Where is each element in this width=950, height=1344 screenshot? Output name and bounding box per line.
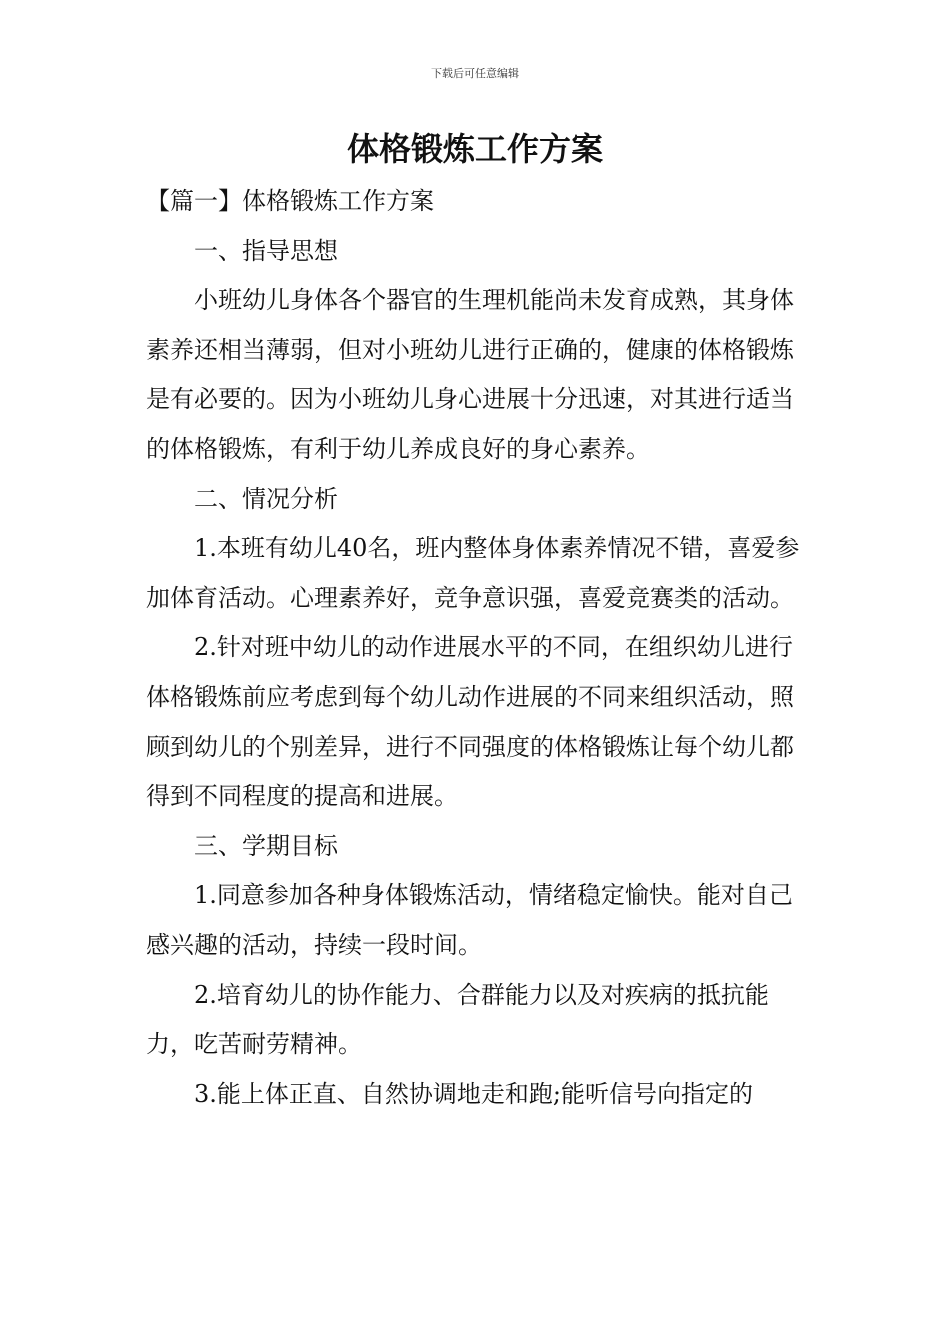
header-note: 下载后可任意编辑 <box>431 67 519 80</box>
document-body <box>146 177 808 1119</box>
paragraph-goal-3: 3.能上体正直、自然协调地走和跑;能听信号向指定的 <box>194 1079 753 1108</box>
document-title: 体格锻炼工作方案 <box>346 130 603 168</box>
paragraph-goal-1: 1.同意参加各种身体锻炼活动，情绪稳定愉快。能对自己感兴趣的活动，持续一段时间。 <box>146 881 793 959</box>
paragraph-guiding-ideas: 小班幼儿身体各个器官的生理机能尚未发育成熟，其身体素养还相当薄弱，但对小班幼儿进行正确的，健康的体格锻炼是有必要的。因为小班幼儿身心进展十分迅速，对其进行适当的体格锻炼，有利于幼儿养成良好的身心素养。 <box>146 286 794 463</box>
paragraph-analysis-1: 1.本班有幼儿40名，班内整体身体素养情况不错，喜爱参加体育活动。心理素养好，竞争意识强，喜爱竞赛类的活动。 <box>146 534 800 612</box>
section-heading-guiding-ideas: 一、指导思想 <box>194 236 338 265</box>
section-heading-situation-analysis: 二、情况分析 <box>194 484 338 513</box>
section-heading-semester-goals: 三、学期目标 <box>194 831 338 860</box>
paragraph-goal-2: 2.培育幼儿的协作能力、合群能力以及对疾病的抵抗能力，吃苦耐劳精神。 <box>146 980 769 1059</box>
chapter-heading: 【篇一】体格锻炼工作方案 <box>146 187 434 215</box>
paragraph-analysis-2: 2.针对班中幼儿的动作进展水平的不同，在组织幼儿进行体格锻炼前应考虑到每个幼儿动作进展的不同来组织活动，照顾到幼儿的个别差异，进行不同强度的体格锻炼让每个幼儿都得到不同程度的提高和进展。 <box>146 633 794 811</box>
